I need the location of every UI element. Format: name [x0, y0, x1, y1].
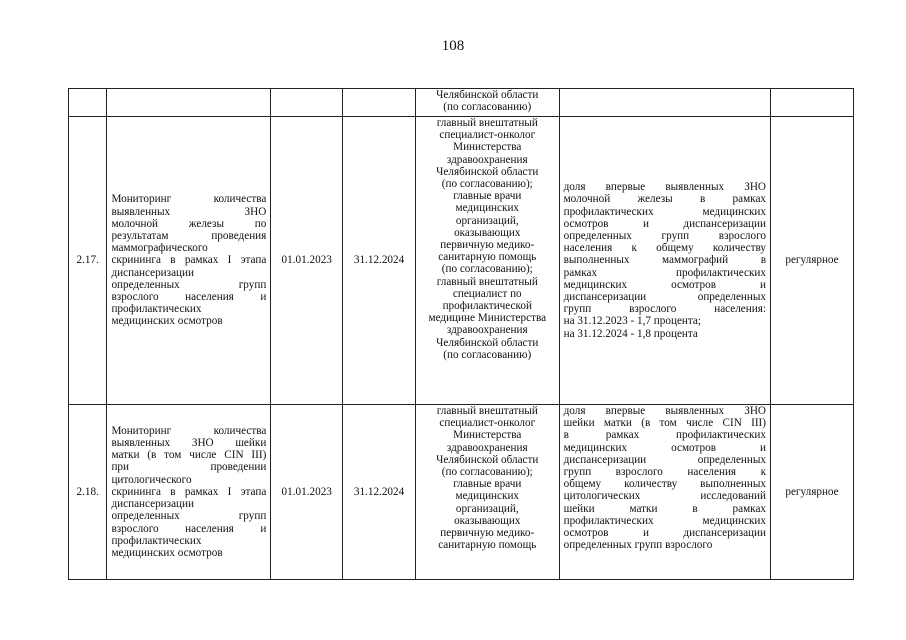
cell-event — [107, 89, 271, 117]
text-line: определенных групп взрослого — [563, 539, 713, 552]
text-line: главный внештатный — [436, 117, 538, 129]
text-line: выявленных ЗНО — [111, 205, 267, 218]
text-line: цитологических исследований — [563, 490, 767, 503]
cell-number — [69, 89, 107, 117]
cell-end-date: 31.12.2024 — [343, 405, 416, 580]
text-line: санитарную помощь — [438, 539, 537, 552]
text-line: профилактической — [442, 300, 532, 313]
cell-periodicity: регулярное — [771, 405, 854, 580]
text-line: при проведении — [111, 461, 267, 474]
text-line: на 31.12.2023 - 1,7 процента; — [563, 315, 702, 328]
text-line: оказывающих — [454, 514, 521, 527]
cell-executor — [415, 117, 559, 405]
text-line: населения к общему количеству — [563, 242, 767, 255]
table-row-2-18 — [69, 405, 854, 580]
text-line: здравоохранения — [446, 441, 528, 454]
text-line: медицинских — [455, 202, 520, 215]
text-line: организаций, — [455, 214, 519, 227]
text-line: взрослого населения и — [111, 291, 267, 303]
text-line: шейки матки (в том числе CIN III) — [563, 417, 767, 430]
text-line: доля впервые выявленных ЗНО — [563, 405, 767, 417]
text-line: (по согласованию); — [441, 263, 533, 276]
text-line: Министерства — [453, 429, 522, 442]
text-line: определенных групп — [111, 510, 267, 523]
text-line: шейки матки в рамках — [563, 502, 767, 515]
text-line: здравоохранения — [446, 324, 528, 337]
text-line: рамках профилактических — [563, 266, 767, 279]
table-row-continuation — [69, 89, 854, 117]
cell-periodicity: регулярное — [771, 117, 854, 405]
text-line: общему количеству выполненных — [563, 478, 767, 491]
cell-executor — [415, 405, 559, 580]
text-line: медицинских — [455, 490, 520, 503]
text-line: выполненных маммографий в — [563, 254, 767, 267]
text-line: специалист-онколог — [439, 417, 536, 430]
text-line: Мониторинг количества — [111, 193, 267, 206]
text-line: результатам проведения — [111, 229, 267, 242]
text-line: первичную медико- — [440, 239, 535, 252]
text-line: скрининга в рамках I этапа — [111, 485, 267, 498]
text-line: Мониторинг количества — [111, 424, 267, 437]
text-line: здравоохранения — [446, 153, 528, 166]
cell-start-date: 01.01.2023 — [271, 405, 343, 580]
text-line: первичную медико- — [440, 527, 535, 540]
text-line: маммографического — [111, 242, 208, 255]
text-line: в рамках профилактических — [563, 429, 767, 442]
text-line: (по согласованию); — [441, 466, 533, 479]
text-line: скрининга в рамках I этапа — [111, 254, 267, 267]
text-line: (по согласованию); — [441, 178, 533, 191]
text-line: групп взрослого населения: — [563, 303, 767, 316]
text-line: определенных групп — [111, 278, 267, 291]
text-line: оказывающих — [454, 226, 521, 239]
text-line: профилактических — [111, 534, 202, 547]
text-line: диспансеризации — [111, 498, 195, 511]
text-line: профилактических медицинских — [563, 514, 767, 527]
cell-end-date — [343, 89, 416, 117]
text-line: доля впервые выявленных ЗНО — [563, 181, 767, 194]
text-line: профилактических медицинских — [563, 205, 767, 218]
cell-start-date — [271, 89, 343, 117]
table-row-2-17 — [69, 117, 854, 405]
text-line: матки (в том числе CIN III) — [111, 449, 267, 462]
text-line: (по согласованию) — [443, 101, 532, 114]
text-line: главные врачи — [453, 190, 522, 203]
measures-table — [68, 88, 854, 580]
text-line: санитарную помощь — [438, 251, 537, 264]
cell-result — [559, 89, 770, 117]
text-line: осмотров и диспансеризации — [563, 217, 767, 230]
text-line: выявленных ЗНО шейки — [111, 437, 267, 450]
text-line: организаций, — [455, 502, 519, 515]
cell-start-date: 01.01.2023 — [271, 117, 343, 405]
cell-number: 2.18. — [69, 405, 107, 580]
text-line: (по согласованию) — [443, 348, 532, 361]
text-line: Челябинской области — [436, 453, 539, 466]
text-line: медицине Министерства — [428, 312, 547, 325]
text-line: осмотров и диспансеризации — [563, 527, 767, 540]
text-line: диспансеризации — [111, 266, 195, 279]
text-line: медицинских осмотров и — [563, 278, 767, 291]
text-line: молочной железы в рамках — [563, 193, 767, 206]
text-line: главный внештатный — [436, 405, 538, 417]
cell-executor — [415, 89, 559, 117]
cell-event — [107, 405, 271, 580]
text-line: цитологического — [111, 473, 192, 486]
text-line: групп взрослого населения к — [563, 466, 767, 479]
text-line: медицинских осмотров и — [563, 441, 767, 454]
cell-periodicity — [771, 89, 854, 117]
text-line: диспансеризации определенных — [563, 453, 767, 466]
text-line: Челябинской области — [436, 165, 539, 178]
cell-result — [559, 117, 770, 405]
text-line: специалист по — [452, 287, 522, 300]
text-line: Челябинской области — [436, 89, 539, 101]
text-line: взрослого населения и — [111, 522, 267, 535]
text-line: молочной железы по — [111, 217, 267, 230]
text-line: определенных групп взрослого — [563, 229, 767, 242]
cell-end-date: 31.12.2024 — [343, 117, 416, 405]
text-line: на 31.12.2024 - 1,8 процента — [563, 327, 698, 340]
text-line: профилактических — [111, 303, 202, 316]
text-line: главные врачи — [453, 478, 522, 491]
page-number: 108 — [441, 38, 465, 54]
text-line: Челябинской области — [436, 336, 539, 349]
text-line: диспансеризации определенных — [563, 291, 767, 303]
text-line: медицинских осмотров — [111, 315, 223, 328]
cell-result — [559, 405, 770, 580]
cell-number: 2.17. — [69, 117, 107, 405]
text-line: главный внештатный — [436, 275, 538, 288]
cell-event — [107, 117, 271, 405]
text-line: Министерства — [453, 141, 522, 154]
text-line: специалист-онколог — [439, 129, 536, 142]
text-line: медицинских осмотров — [111, 546, 223, 559]
